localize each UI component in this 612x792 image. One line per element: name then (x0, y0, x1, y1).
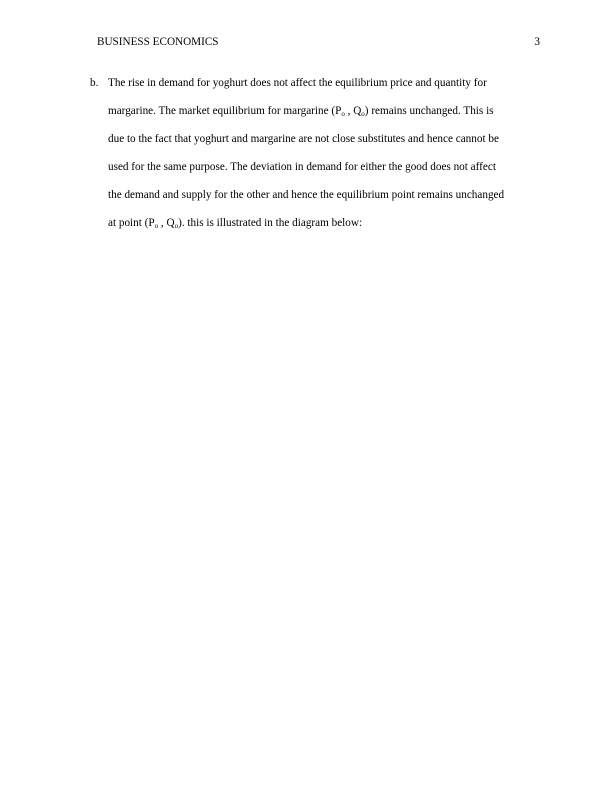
text-run: , Q (344, 105, 362, 117)
subscript: o (341, 110, 345, 118)
text-run: , Q (158, 217, 175, 229)
paragraph (108, 69, 540, 237)
text-run: ) remains unchanged. This is (364, 105, 494, 117)
subscript: o (154, 222, 159, 230)
paragraph-line (108, 97, 540, 125)
paragraph-line (108, 209, 540, 237)
text-run: at point (P (108, 217, 155, 229)
page-number: 3 (534, 36, 540, 48)
paragraph-line: the demand and supply for the other and hence the equilibrium point remains unchanged (108, 189, 505, 201)
paragraph-line: used for the same purpose. The deviation in demand for either the good does not affect (108, 161, 496, 173)
text-run: ). this is illustrated in the diagram below: (178, 217, 363, 229)
text-run: margarine. The market equilibrium for margarine (P (108, 105, 342, 117)
subscript: o (174, 222, 179, 230)
running-head: BUSINESS ECONOMICS (97, 36, 219, 48)
subscript: o (361, 110, 365, 118)
list-marker: b. (90, 77, 99, 89)
paragraph-line: The rise in demand for yoghurt does not affect the equilibrium price and quantity for (108, 77, 487, 89)
paragraph-line: due to the fact that yoghurt and margarine are not close substitutes and hence cannot be (108, 133, 499, 145)
